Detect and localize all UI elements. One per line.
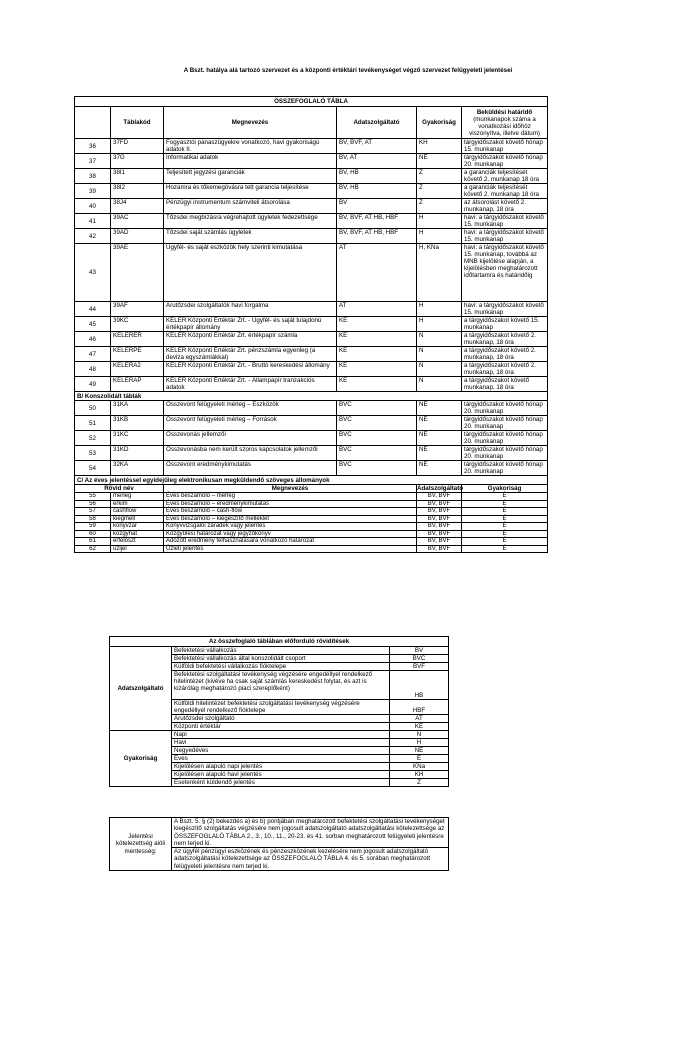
blank-cell [548,515,609,523]
table-code: 31KD [111,446,164,461]
row-number: 48 [75,362,111,377]
blank-cell [548,154,609,169]
table-frequency: H [417,214,462,229]
abbr-code: KNa [390,763,449,771]
abbr-code: BVF [390,663,449,671]
short-name: erkim [111,500,164,508]
table-name: Ügyfél- és saját eszközök hely szerinti kimutatása [164,244,337,302]
abbr-code: HBF [390,700,449,715]
abbr-text: Negyedéves [172,747,390,755]
blank-cell [548,377,609,392]
table-row [75,493,609,501]
table-frequency: KH [417,139,462,154]
table-frequency: H, KNa [417,244,462,302]
short-name: konyvzar [111,523,164,531]
table-frequency: É [462,538,548,546]
blank-cell [548,538,609,546]
table-row [75,508,609,516]
table-frequency: É [462,508,548,516]
table-name: Informatikai adatok [164,154,337,169]
table-deadline: havi: a tárgyidőszakot követő 15. munkanap, továbbá az MNB kijelölése alapján, a kijelölésben meghatározott időtartamra és határidőig [462,244,548,302]
table-deadline: a garanciák teljesítését követő 2. munkanap 18 óra [462,184,548,199]
table-provider: BV, BVF [417,523,462,531]
abbreviations-table [109,636,449,787]
table-row [75,446,609,461]
table-deadline: a tárgyidőszakot követő munkanap, 18 óra [462,377,548,392]
blank-cell [548,244,609,302]
exemption-text: Az ügyfél pénzügyi eszközének és pénzeszközének kezelésére nem jogosult adatszolgáltató adatszolgáltatási kötelezettsége az ÖSSZEFOGLALÓ TÁBLA 4. és 5. sorában meghatározott felügyeleti jelentésre nem terjed ki. [172,848,449,871]
table-name: KELER Központi Értéktár Zrt. - Bruttó kereskedési állomány [164,362,337,377]
table-row [75,154,609,169]
short-name: kozgyhat [111,530,164,538]
exemption-row [110,818,449,848]
abbr-text: Havi [172,739,390,747]
exemption-table [109,817,449,871]
table-name: Összevonás jellemzői [164,431,337,446]
row-number: 36 [75,139,111,154]
table-name: Összevonásba nem került szoros kapcsolatok jellemzői [164,446,337,461]
table-frequency: É [462,493,548,501]
abbr-text: Napi [172,731,390,739]
table-name: Összevont felügyeleti mérleg – Források [164,416,337,431]
table-row [75,169,609,184]
header-short-name: Rövid név [75,485,164,493]
table-name: KELER Központi Értéktár Zrt. értékpapír számla [164,332,337,347]
row-number: 61 [75,538,111,546]
blank-cell [548,347,609,362]
abbr-text: Külföldi befektetési vállalkozás fióktelepe [172,663,390,671]
row-number: 47 [75,347,111,362]
table-name: Fogyasztói panaszügyekre vonatkozó, havi gyakoriságú adatok II. [164,139,337,154]
section-row [75,392,609,401]
table-provider: BVC [337,416,417,431]
table-frequency: Z [417,199,462,214]
table-row [75,244,609,302]
blank-cell [548,416,609,431]
table-name: Pénzügyi instrumentum számviteli átsorolása [164,199,337,214]
row-number: 49 [75,377,111,392]
abbr-code: H [390,739,449,747]
table-name: KELER Központi Értéktár Zrt. pénzszámla egyenleg (a deviza egyszámlákkal) [164,347,337,362]
table-code: 39AF [111,302,164,317]
abbr-code: AT [390,715,449,723]
table-provider: BV, BVF [417,515,462,523]
abbr-row [110,647,449,655]
row-number: 60 [75,530,111,538]
blank-cell [548,461,609,476]
table-name: Összevont felügyeleti mérleg – Eszközök [164,401,337,416]
table-row [75,545,609,553]
table-provider: BV, AT [337,154,417,169]
table-row [75,523,609,531]
row-number: 41 [75,214,111,229]
blank-cell [548,332,609,347]
table-code: 37G [111,154,164,169]
abbr-text: Központi értéktár [172,723,390,731]
blank-cell [548,302,609,317]
table-code: KELERA2 [111,362,164,377]
table-row [75,416,609,431]
row-number: 58 [75,515,111,523]
row-number: 40 [75,199,111,214]
table-deadline: tárgyidőszakot követő hónap 20. munkanap [462,401,548,416]
blank-cell [548,446,609,461]
table-name: Éves beszámoló – cash-flow [164,508,417,516]
table-provider: KE [337,332,417,347]
table-provider: KE [337,362,417,377]
table-frequency: NÉ [417,461,462,476]
abbr-text: Kijelölésen alapuló havi jelentés [172,771,390,779]
table-row [75,317,609,332]
table-frequency: N [417,377,462,392]
table-frequency: NÉ [417,431,462,446]
abbr-code: HB [390,671,449,700]
table-frequency: N [417,347,462,362]
table-provider: BV, BVF [417,493,462,501]
blank-cell [548,199,609,214]
short-name: cashflow [111,508,164,516]
table-code: 38J4 [111,199,164,214]
table-deadline: a garanciák teljesítését követő 2. munkanap 18 óra [462,169,548,184]
exemption-text: A Bszt. 5. § (2) bekezdés a) és b) pontjában meghatározott befektetési szolgáltatási tevékenységet kiegészítő szolgáltatás végzésére nem jogosult adatszolgáltató adatszolgáltatási kötelezettsége az ÖSSZEFOGLALÓ TÁBLA 2., 3., 10., 11., 20-23. és 41. sorban meghatározott felügyeleti jelentésre nem terjed ki. [172,818,449,848]
abbr-text: Éves [172,755,390,763]
table-deadline: a tárgyidőszakot követő 2. munkanap, 18 óra [462,347,548,362]
table-code: KELERPE [111,347,164,362]
table-code: KELERAP [111,377,164,392]
table-code: 37FD [111,139,164,154]
table-row [75,530,609,538]
table-name: Összevont eredménykimutatás [164,461,337,476]
blank-cell [548,317,609,332]
table-row [75,431,609,446]
row-number: 43 [75,244,111,302]
abbr-code: NÉ [390,747,449,755]
table-deadline: tárgyidőszakot követő hónap 20. munkanap [462,416,548,431]
table-row [75,377,609,392]
table-provider: BV, BVF, AT HB, HBF [337,214,417,229]
row-number: 62 [75,545,111,553]
table-deadline: a tárgyidőszakot követő 2. munkanap, 18 óra [462,362,548,377]
table-code: 31KC [111,431,164,446]
section-row [75,476,609,485]
table-provider: BV, HB [337,169,417,184]
abbr-text: Befektetési vállalkozás által konszolidált csoport [172,655,390,663]
table-name: Tőzsdei megbízásra végrehajtott ügyletek fedezettsége [164,214,337,229]
table-row [75,538,609,546]
row-number: 54 [75,461,111,476]
short-name: erfeloszt [111,538,164,546]
table-provider: BVC [337,446,417,461]
table-name: KELER Központi Értéktár Zrt. - Ügyfél- és saját tulajdonú értékpapír állomány [164,317,337,332]
blank-cell [548,229,609,244]
table-provider: BVC [337,431,417,446]
table-deadline: tárgyidőszakot követő hónap 20. munkanap [462,446,548,461]
table-code: 39AC [111,214,164,229]
table-row [75,229,609,244]
table-deadline: tárgyidőszakot követő hónap 15. munkanap [462,139,548,154]
table-frequency: NÉ [417,446,462,461]
page-title: A Bszt. hatálya alá tartozó szervezet és a központi értéktári tevékenységet végző szervezet felügyeleti jelentései [183,67,513,74]
short-name: uzljel [111,545,164,553]
table-code: 32KA [111,461,164,476]
abbr-code: BV [390,647,449,655]
table-provider: KE [337,317,417,332]
abbr-text: Kijelölésen alapuló napi jelentés [172,763,390,771]
row-number: 39 [75,184,111,199]
table-frequency: N [417,332,462,347]
table-provider: BV, BVF [417,530,462,538]
header-frequency: Gyakoriság [462,485,548,493]
blank-cell [548,362,609,377]
blank-cell [548,431,609,446]
header-frequency: Gyakoriság [417,107,462,139]
table-deadline: havi: a tárgyidőszakot követő 15. munkanap [462,302,548,317]
table-deadline: tárgyidőszakot követő hónap 20. munkanap [462,461,548,476]
table-frequency: É [462,515,548,523]
row-number: 57 [75,508,111,516]
table-row [75,401,609,416]
blank-cell [548,139,609,154]
table-code: 39AD [111,229,164,244]
table-provider: BV, BVF [417,545,462,553]
table-provider: BVC [337,401,417,416]
abbr-text: Árutőzsdei szolgáltató [172,715,390,723]
blank-cell [548,184,609,199]
blank-cell [548,392,609,401]
abbr-title-row [110,637,449,647]
table-name: Üzleti jelentés [164,545,417,553]
table-provider: BV, BVF [417,538,462,546]
table-frequency: H [417,317,462,332]
row-number: 42 [75,229,111,244]
table-frequency: NÉ [417,154,462,169]
blank-cell [548,97,609,107]
abbr-code: BVC [390,655,449,663]
table-provider: BV, BVF, AT [337,139,417,154]
blank-cell [548,530,609,538]
row-number: 44 [75,302,111,317]
table-caption: ÖSSZEFOGLALÓ TÁBLA [75,97,548,107]
abbr-row [110,731,449,739]
table-deadline: havi: a tárgyidőszakot követő 15. munkanap [462,229,548,244]
table-name: Közgyűlési határozat vagy jegyzőkönyv [164,530,417,538]
header-row [75,107,609,139]
table-deadline: az átsorolást követő 2. munkanap, 18 óra [462,199,548,214]
table-provider: BVC [337,461,417,476]
table-row [75,139,609,154]
table-row [75,362,609,377]
section-c-title: C/ Az éves jelentéssel egyidejűleg elektronikusan megküldendő szöveges állományok [75,476,548,485]
abbr-title: Az összefoglaló táblában előforduló rövidítések [110,637,449,647]
section-b-title: B/ Konszolidált táblák [75,392,548,401]
table-name: Tőzsdei saját számlás ügyletek [164,229,337,244]
abbr-code: KE [390,723,449,731]
blank-cell [548,500,609,508]
table-code: 31KB [111,416,164,431]
blank-cell [548,523,609,531]
table-name: Könyvvizsgálói záradék vagy jelentés [164,523,417,531]
table-frequency: Z [417,169,462,184]
row-number: 53 [75,446,111,461]
table-name: Éves beszámoló – kiegészítő melléklet [164,515,417,523]
table-provider: KE [337,377,417,392]
table-name: Teljesített jegyzési garanciák [164,169,337,184]
table-row [75,500,609,508]
abbr-code: É [390,755,449,763]
table-frequency: NÉ [417,401,462,416]
table-deadline: a tárgyidőszakot követő 15. munkanap [462,317,548,332]
abbr-text: Esetenként küldendő jelentés [172,779,390,787]
table-name: Éves beszámoló – eredménykimutatás [164,500,417,508]
table-provider: AT [337,302,417,317]
table-row [75,332,609,347]
table-deadline: tárgyidőszakot követő hónap 20. munkanap [462,431,548,446]
table-frequency: Z [417,184,462,199]
table-provider: BV, BVF, AT HB, HBF [337,229,417,244]
header-deadline [462,107,548,139]
row-number: 37 [75,154,111,169]
caption-row [75,97,609,107]
blank-cell [548,476,609,485]
row-number: 55 [75,493,111,501]
table-row [75,461,609,476]
table-deadline: tárgyidőszakot követő hónap 20. munkanap [462,154,548,169]
table-provider: BV [337,199,417,214]
table-frequency: N [417,362,462,377]
blank-cell [548,508,609,516]
blank-cell [548,545,609,553]
abbr-code: KH [390,771,449,779]
blank-cell [548,401,609,416]
table-code: 38I1 [111,169,164,184]
table-provider: BV, BVF [417,508,462,516]
table-code: KELERER [111,332,164,347]
header-name: Megnevezés [164,485,417,493]
row-number: 46 [75,332,111,347]
header-code: Táblakód [111,107,164,139]
blank-cell [548,107,609,139]
table-name: KELER Központi Értéktár Zrt. - Állampapír tranzakciós adatok [164,377,337,392]
table-row [75,214,609,229]
table-row [75,199,609,214]
table-row [75,184,609,199]
table-provider: KE [337,347,417,362]
short-name: merleg [111,493,164,501]
row-number: 38 [75,169,111,184]
table-name: Hozamra és tőkemegóvásra tett garancia teljesítése [164,184,337,199]
table-code: 38I2 [111,184,164,199]
abbr-group-label: Adatszolgáltató [110,647,172,731]
table-row [75,347,609,362]
short-name: kiegmell [111,515,164,523]
table-code: 39KC [111,317,164,332]
summary-table [74,96,609,553]
row-number: 50 [75,401,111,416]
abbr-text: Külföldi hitelintézet befektetési szolgáltatási tevékenység végzésére engedéllyel rendelkező fióktelepe [172,700,390,715]
blank-cell [548,493,609,501]
table-deadline: havi: a tárgyidőszakot követő 15. munkanap [462,214,548,229]
table-code: 39AE [111,244,164,302]
table-name: Éves beszámoló – mérleg [164,493,417,501]
blank-cell [548,485,609,493]
row-number: 51 [75,416,111,431]
section-c-header-row [75,485,609,493]
row-number: 56 [75,500,111,508]
header-blank [75,107,111,139]
row-number: 52 [75,431,111,446]
table-frequency: NÉ [417,416,462,431]
table-frequency: H [417,302,462,317]
exemption-label: Jelentési kötelezettség alóli mentesség: [110,818,172,871]
table-provider: BV, HB [337,184,417,199]
row-number: 45 [75,317,111,332]
abbr-group-label: Gyakoriság [110,731,172,787]
table-row [75,302,609,317]
blank-cell [548,214,609,229]
table-deadline: a tárgyidőszakot követő 2. munkanap, 18 óra [462,332,548,347]
table-frequency: É [462,500,548,508]
abbr-code: N [390,731,449,739]
table-frequency: É [462,530,548,538]
table-code: 31KA [111,401,164,416]
table-row [75,515,609,523]
header-name: Megnevezés [164,107,337,139]
table-frequency: É [462,523,548,531]
abbr-text: Befektetési vállalkozás [172,647,390,655]
header-provider: Adatszolgáltató [337,107,417,139]
table-frequency: H [417,229,462,244]
header-deadline-sub: (munkanapok száma a vonatkozási időhöz viszonyítva, illetve dátum) [469,115,540,137]
table-provider: BV, BVF [417,500,462,508]
table-provider: AT [337,244,417,302]
row-number: 59 [75,523,111,531]
abbr-code: Z [390,779,449,787]
table-frequency: É [462,545,548,553]
abbr-text: Befektetési szolgáltatási tevékenység végzésére engedéllyel rendelkező hitelintézet (kivéve ha csak saját számlás kereskedést folytat, és azt is kizárólag meghatározó piaci szereplőként) [172,671,390,700]
header-deadline-title: Beküldési határidő [476,108,533,116]
blank-cell [548,169,609,184]
table-name: Adózott eredmény felhasználására vonatkozó határozat [164,538,417,546]
table-name: Árutőzsdei szolgáltatók havi forgalma [164,302,337,317]
header-provider: Adatszolgáltató [417,485,464,492]
